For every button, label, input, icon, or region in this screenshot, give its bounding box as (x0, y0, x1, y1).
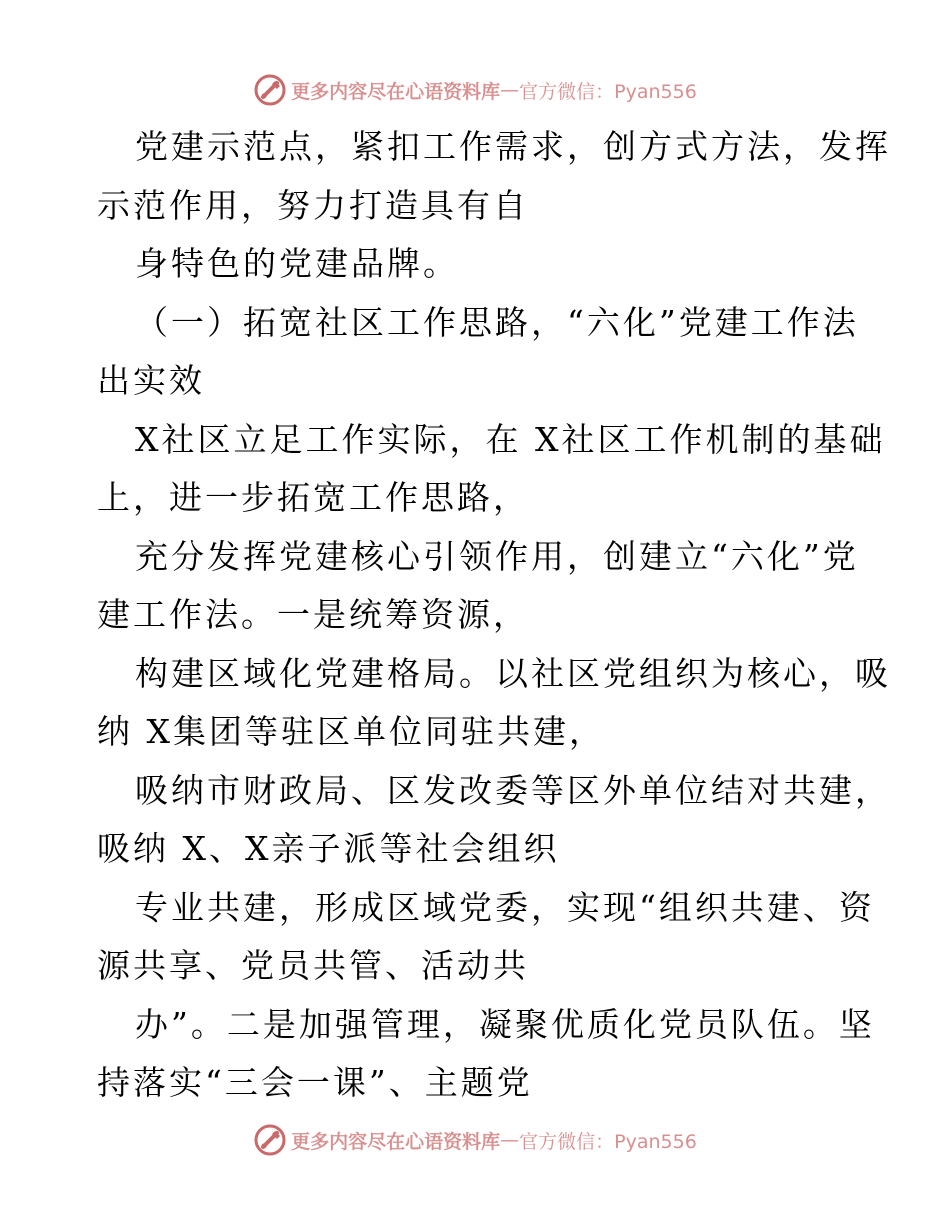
banner-main-text: 更多内容尽在心语资料库 (291, 1130, 501, 1153)
document-body (97, 118, 891, 1113)
text-line: 身特色的党建品牌。 (135, 244, 459, 283)
text-line: 示范作用，努力打造具有自 (97, 185, 529, 225)
text-line: 充分发挥党建核心引领作用，创建立“六化”党 (135, 536, 859, 576)
banner-dash: — (500, 79, 520, 101)
text-line: 上，进一步拓宽工作思路， (97, 478, 529, 517)
section-heading-line: （一）拓宽社区工作思路，“六化”党建工作法 (135, 302, 859, 342)
brand-logo-icon (253, 1123, 287, 1157)
text-line: 持落实“三会一课”、主题党 (97, 1063, 533, 1102)
page-header-banner (0, 70, 950, 110)
text-line: 纳 X集团等驻区单位同驻共建， (97, 712, 605, 751)
text-line: 专业共建，形成区域党委，实现“组织共建、资 (135, 887, 875, 927)
text-line: 构建区域化党建格局。以社区党组织为核心，吸 (135, 653, 891, 693)
text-line: 办”。二是加强管理，凝聚优质化党员队伍。坚 (135, 1004, 875, 1044)
banner-main-text: 更多内容尽在心语资料库 (291, 80, 501, 103)
banner-wechat-text: 官方微信：Pyan556 (519, 1130, 697, 1153)
page-footer-banner (0, 1120, 950, 1160)
text-line: 建工作法。一是统筹资源， (97, 595, 529, 634)
banner-dash: — (500, 1129, 520, 1151)
text-line: 吸纳市财政局、区发改委等区外单位结对共建， (135, 770, 891, 810)
brand-logo-icon (253, 73, 287, 107)
text-line: 吸纳 X、X亲子派等社会组织 (97, 829, 560, 868)
text-line: 源共享、党员共管、活动共 (97, 946, 529, 985)
banner-wechat-text: 官方微信：Pyan556 (519, 80, 697, 103)
section-heading-line: 出实效 (97, 361, 205, 400)
text-line: X社区立足工作实际，在 X社区工作机制的基础 (135, 419, 886, 459)
text-line: 党建示范点，紧扣工作需求，创方式方法，发挥 (135, 127, 891, 166)
